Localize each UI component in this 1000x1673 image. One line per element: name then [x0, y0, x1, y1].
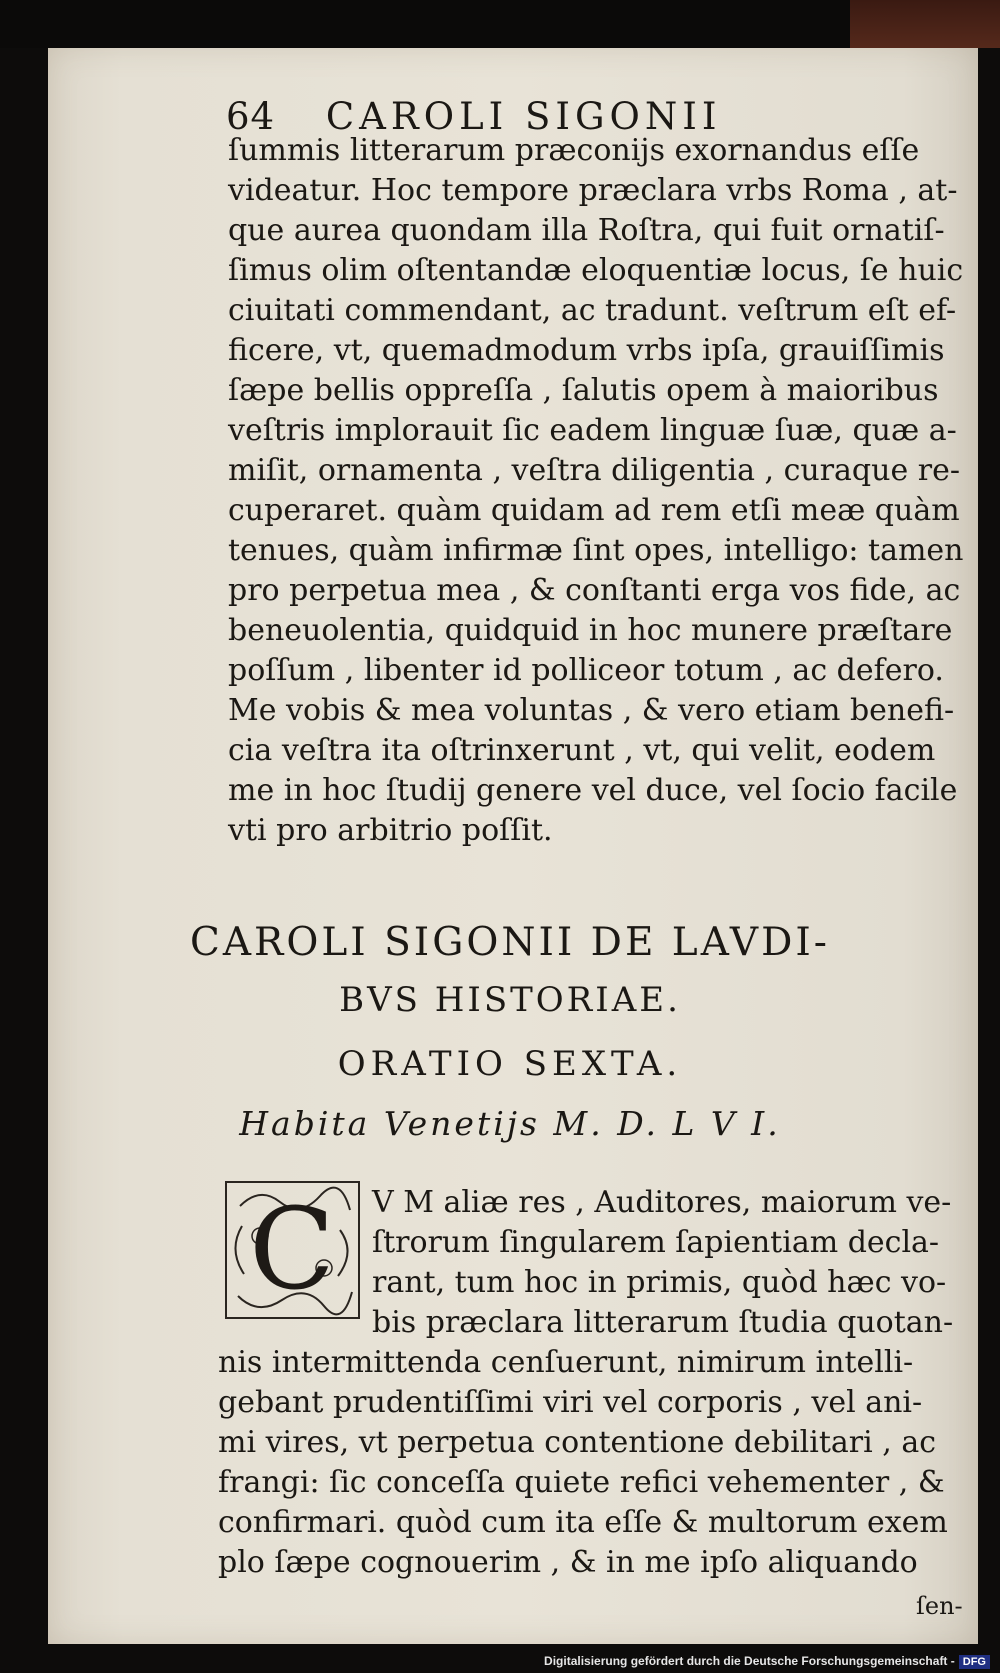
text-line: ciuitati commendant, ac tradunt. veſtrum eſt ef- — [228, 293, 957, 328]
funding-footer — [544, 1654, 990, 1669]
drop-cap-letter: C — [249, 1185, 335, 1315]
text-line: plo ſæpe cognouerim , & in me ipſo aliquando — [218, 1545, 918, 1580]
text-line: miſit, ornamenta , veſtra diligentia , curaque re- — [228, 453, 960, 488]
text-line: poſſum , libenter id polliceor totum , ac defero. — [228, 653, 944, 688]
text-line: vti pro arbitrio poſſit. — [228, 813, 553, 848]
oration-venue-date: Habita Venetijs M. D. L V I. — [239, 1104, 781, 1143]
text-line: nis intermittenda cenſuerunt, nimirum intelli- — [218, 1345, 914, 1380]
text-line: videatur. Hoc tempore præclara vrbs Roma , at- — [228, 173, 958, 208]
text-line: ficere, vt, quemadmodum vrbs ipſa, grauiſſimis — [228, 333, 945, 368]
oration-title-line-2: BVS HISTORIAE. — [339, 980, 681, 1020]
text-line: que aurea quondam illa Roſtra, qui fuit ornatiſ- — [228, 213, 945, 248]
text-line: V M aliæ res , Auditores, maiorum ve- — [372, 1185, 952, 1220]
text-line: cuperaret. quàm quidam ad rem etſi meæ quàm — [228, 493, 960, 528]
text-line: Me vobis & mea voluntas , & vero etiam benefi- — [228, 693, 955, 728]
catchword: ſen- — [916, 1592, 963, 1620]
footer-text: Digitalisierung gefördert durch die Deutsche Forschungsgemeinschaft - — [544, 1654, 955, 1668]
text-line: confirmari. quòd cum ita eſſe & multorum exem — [218, 1505, 948, 1540]
text-line: pro perpetua mea , & conſtanti erga vos fide, ac — [228, 573, 961, 608]
text-line: bis præclara litterarum ſtudia quotan- — [372, 1305, 954, 1340]
text-line: ſtrorum ſingularem ſapientiam declа- — [372, 1225, 940, 1260]
text-line: cia veſtra ita oſtrinxerunt , vt, qui velit, eodem — [228, 733, 936, 768]
binding-tab — [850, 0, 1000, 48]
text-line: tenues, quàm infirmæ ſint opes, intelligo: tamen — [228, 533, 964, 568]
oration-subtitle: ORATIO SEXTA. — [337, 1044, 683, 1084]
text-line: beneuolentia, quidquid in hoc munere præſtare — [228, 613, 953, 648]
running-header — [226, 95, 722, 138]
text-line: ſæpe bellis oppreſſa , ſalutis opem à maioribus — [228, 373, 939, 408]
text-line: veſtris implorauit ſic eadem linguæ ſuæ, quæ a- — [228, 413, 957, 448]
oration-title-line-1: CAROLI SIGONII DE LAVDI- — [190, 920, 830, 965]
text-line: me in hoc ſtudij genere vel duce, vel ſocio facile — [228, 773, 958, 808]
text-line: frangi: ſic conceſſa quiete refici vehementer , & — [218, 1465, 945, 1500]
text-line: rant, tum hoc in primis, quòd hæc vo- — [372, 1265, 947, 1300]
text-line: mi vires, vt perpetua contentione debilitari , ac — [218, 1425, 937, 1460]
text-line: ſummis litterarum præconijs exornandus eſſe — [228, 133, 920, 168]
running-title: CAROLI SIGONII — [325, 95, 722, 138]
decorated-initial-icon — [220, 1176, 365, 1324]
text-line: ſimus olim oſtentandæ eloquentiæ locus, ſe huic — [228, 253, 964, 288]
page-number: 64 — [226, 95, 276, 138]
text-line: gebant prudentiſſimi viri vel corporis , vel ani- — [218, 1385, 923, 1420]
dfg-logo-icon: DFG — [959, 1655, 990, 1669]
